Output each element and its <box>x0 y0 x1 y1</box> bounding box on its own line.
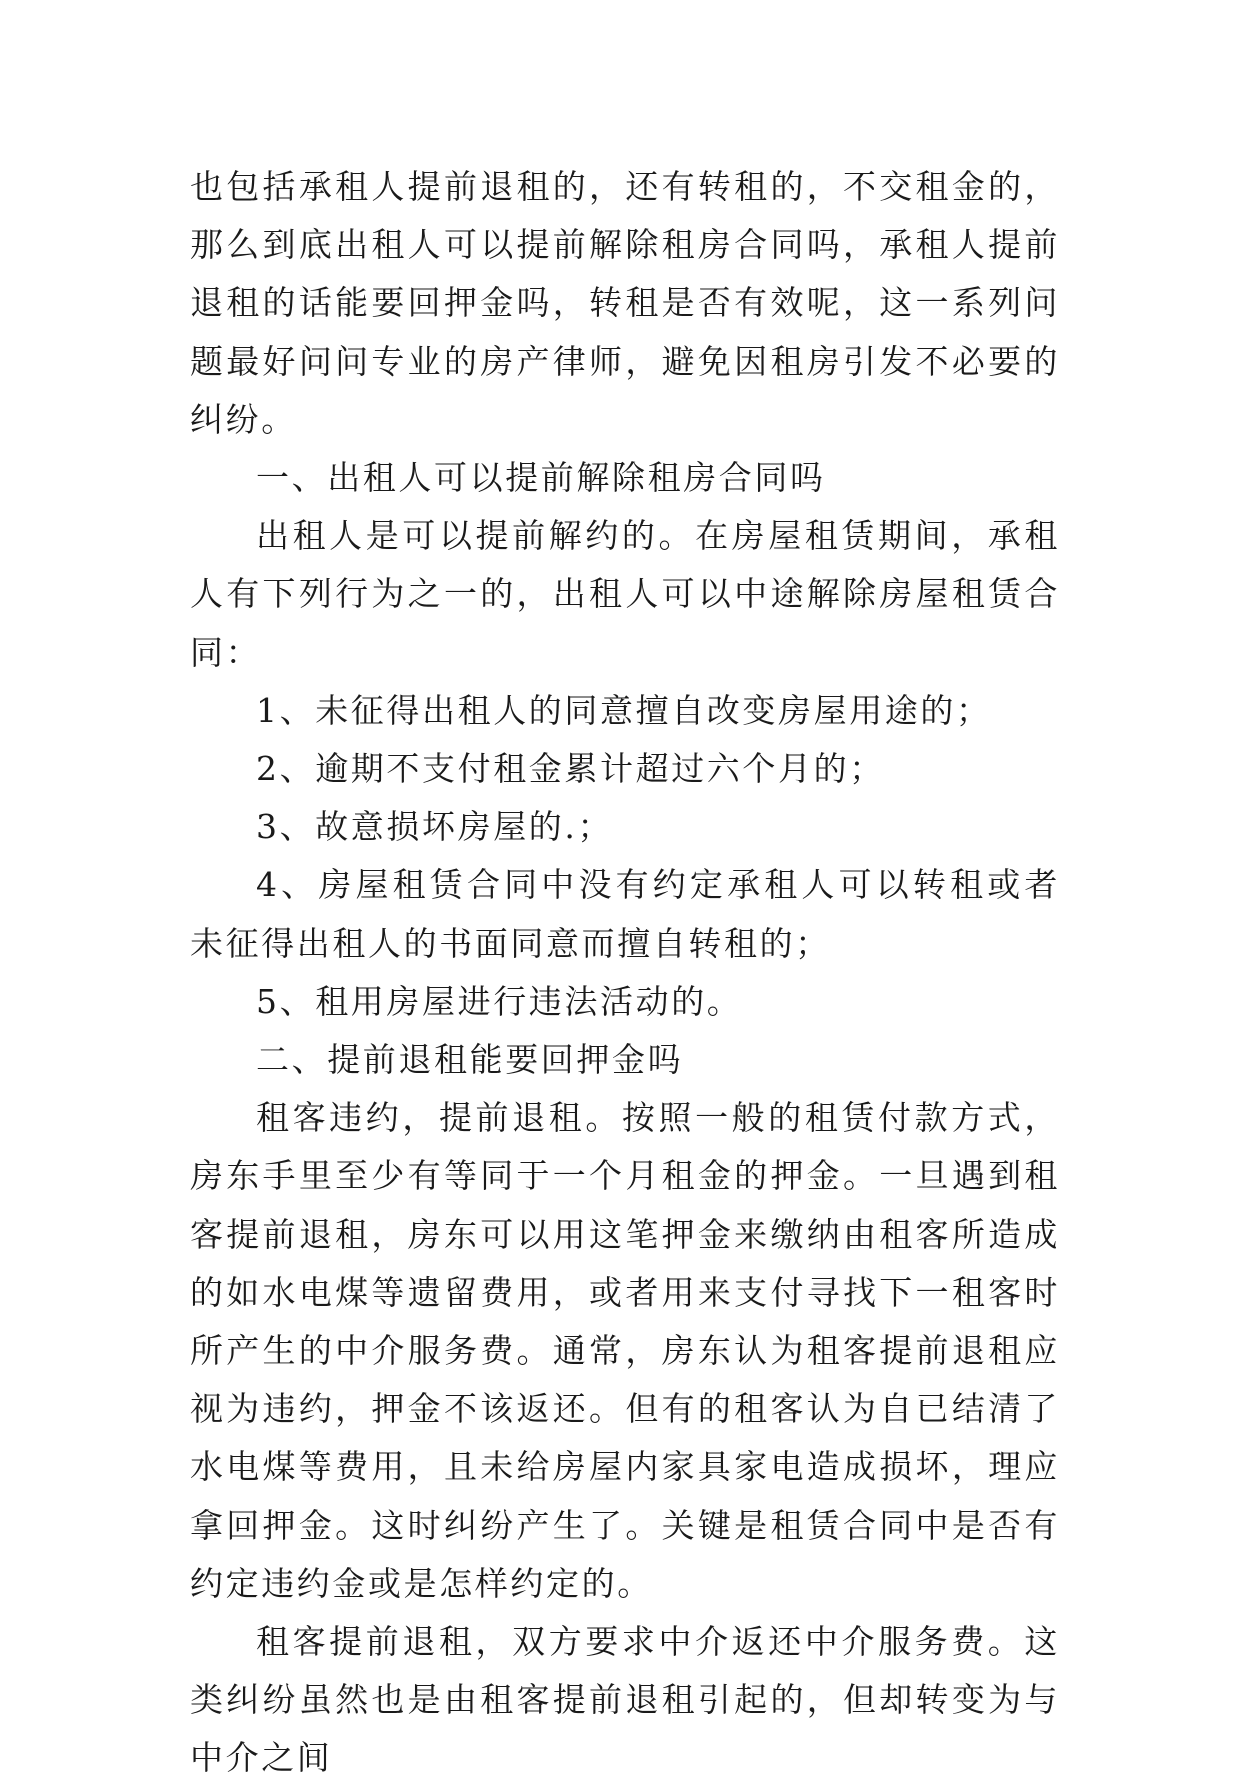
paragraph-section-2b: 租客提前退租，双方要求中介返还中介服务费。这类纠纷虽然也是由租客提前退租引起的，但却转变为与中介之间 <box>190 1622 1060 1778</box>
list-item-2: 2、逾期不支付租金累计超过六个月的； <box>256 749 885 789</box>
paragraph-section-1: 出租人是可以提前解约的。在房屋租赁期间，承租人有下列行为之一的，出租人可以中途解除房屋租赁合同： <box>190 516 1060 672</box>
list-item-3: 3、故意损坏房屋的.； <box>256 807 614 847</box>
heading-section-1: 一、出租人可以提前解除租房合同吗 <box>256 458 826 498</box>
list-item-1: 1、未征得出租人的同意擅自改变房屋用途的； <box>256 690 992 730</box>
heading-section-2: 二、提前退租能要回押金吗 <box>256 1040 684 1080</box>
paragraph-intro: 也包括承租人提前退租的，还有转租的，不交租金的，那么到底出租人可以提前解除租房合同吗，承租人提前退租的话能要回押金吗，转租是否有效呢，这一系列问题最好问问专业的房产律师，避免因租房引发不必要的纠纷。 <box>190 167 1060 439</box>
document-body <box>190 158 1060 1788</box>
paragraph-section-2a: 租客违约，提前退租。按照一般的租赁付款方式，房东手里至少有等同于一个月租金的押金。一旦遇到租客提前退租，房东可以用这笔押金来缴纳由租客所造成的如水电煤等遗留费用，或者用来支付寻找下一租客时所产生的中介服务费。通常，房东认为租客提前退租应视为违约，押金不该返还。但有的租客认为自已结清了水电煤等费用，且未给房屋内家具家电造成损坏，理应拿回押金。这时纠纷产生了。关键是租赁合同中是否有约定违约金或是怎样约定的。 <box>190 1098 1060 1603</box>
list-item-4: 4、房屋租赁合同中没有约定承租人可以转租或者未征得出租人的书面同意而擅自转租的； <box>190 865 1060 963</box>
list-item-5: 5、租用房屋进行违法活动的。 <box>256 981 743 1021</box>
